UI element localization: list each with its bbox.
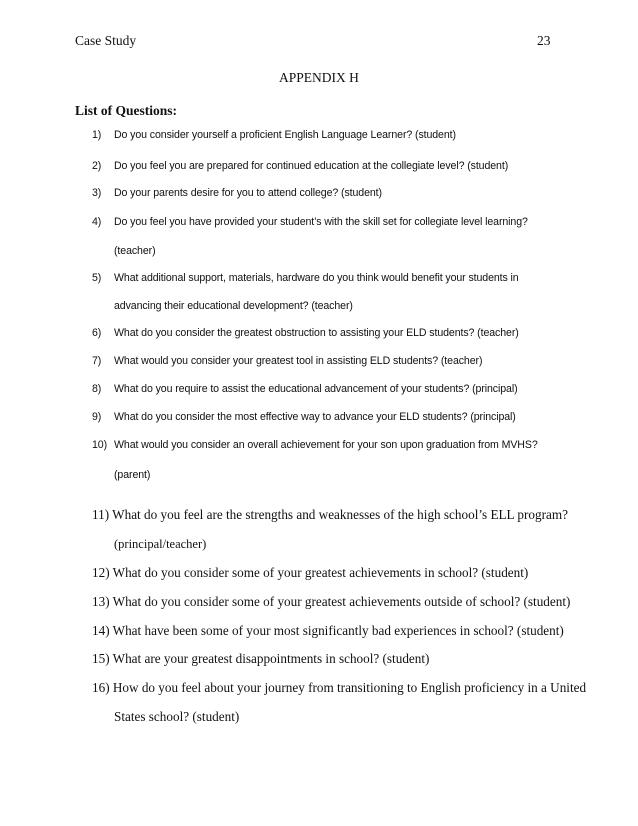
question-number: 1) <box>92 129 102 141</box>
list-heading: List of Questions: <box>75 103 178 118</box>
header-running-title: Case Study <box>75 33 137 48</box>
question-number: 4) <box>92 216 102 228</box>
question-continuation: (principal/teacher) <box>114 537 207 551</box>
question-number: 2) <box>92 160 102 172</box>
question-number: 5) <box>92 272 102 284</box>
question-text: What additional support, materials, hardware do you think would benefit your students in <box>114 272 519 284</box>
question-continuation: (teacher) <box>114 245 156 257</box>
question-continuation: (parent) <box>114 469 151 481</box>
appendix-title: APPENDIX H <box>279 70 359 85</box>
question-text: 16) How do you feel about your journey from transitioning to English proficiency in a United <box>92 680 587 695</box>
question-text: Do you feel you are prepared for continued education at the collegiate level? (student) <box>114 160 509 172</box>
page-number: 23 <box>537 33 551 48</box>
question-text: What do you consider the most effective way to advance your ELD students? (principal) <box>114 411 516 423</box>
question-text: Do you consider yourself a proficient English Language Learner? (student) <box>114 129 456 141</box>
question-text: 13) What do you consider some of your greatest achievements outside of school? (student) <box>92 594 571 609</box>
question-text: What do you require to assist the educational advancement of your students? (principal) <box>114 383 518 395</box>
question-text: 15) What are your greatest disappointments in school? (student) <box>92 651 430 666</box>
question-number: 7) <box>92 355 102 367</box>
question-continuation: advancing their educational development? (teacher) <box>114 300 353 312</box>
question-number: 10) <box>92 439 108 451</box>
question-text: Do your parents desire for you to attend college? (student) <box>114 187 382 199</box>
question-text: 12) What do you consider some of your greatest achievements in school? (student) <box>92 565 529 580</box>
question-number: 6) <box>92 327 102 339</box>
question-text: What would you consider an overall achievement for your son upon graduation from MVHS? <box>114 439 538 451</box>
question-text: What would you consider your greatest tool in assisting ELD students? (teacher) <box>114 355 483 367</box>
question-number: 8) <box>92 383 102 395</box>
question-text: 11) What do you feel are the strengths and weaknesses of the high school’s ELL program? <box>92 507 568 522</box>
question-number: 3) <box>92 187 102 199</box>
question-text: What do you consider the greatest obstruction to assisting your ELD students? (teacher) <box>114 327 519 339</box>
question-text: Do you feel you have provided your student’s with the skill set for collegiate level learning? <box>114 216 528 228</box>
question-text: 14) What have been some of your most significantly bad experiences in school? (student) <box>92 623 564 638</box>
question-continuation: States school? (student) <box>114 709 240 724</box>
question-number: 9) <box>92 411 102 423</box>
